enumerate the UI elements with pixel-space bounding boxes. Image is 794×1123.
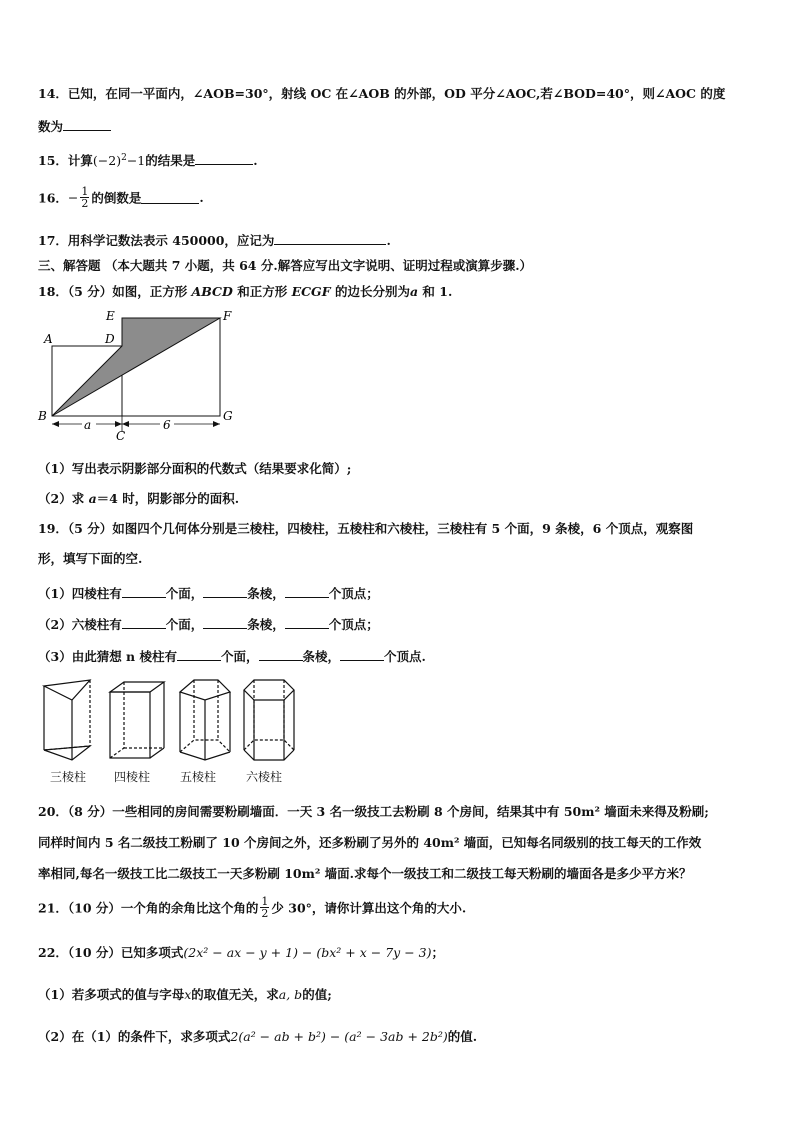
q15-prefix: 15．计算 [38, 153, 93, 168]
q21: 21．（10 分）一个角的余角比这个角的 $\frac{1}{2}$ 少 30°，请你计算出这个角的大小. [38, 895, 467, 920]
triangular-prism [44, 680, 90, 760]
caption-quadrangular-prism: 四棱柱 [114, 770, 151, 784]
label-c: C [116, 429, 126, 443]
q22-polynomial: (2x² − ax − y + 1) − (bx² + x − 7y − 3) [183, 945, 432, 960]
answer-blank[interactable] [259, 648, 303, 661]
q18-sub1: （1）写出表示阴影部分面积的代数式（结果要求化简）; [38, 461, 352, 476]
prism-figures [40, 676, 310, 766]
q16: 16．− $\frac{1}{2}$ 的倒数是 . [38, 185, 204, 210]
q14-line1 [38, 84, 725, 102]
q18-sub2: （2）求 a＝4 时，阴影部分的面积. [38, 491, 240, 506]
q19-sub2: （2）六棱柱有 个面， 条棱， 个顶点； [38, 617, 379, 632]
q20-line2: 同样时间内 5 名二级技工粉刷了 10 个房间之外，还多粉刷了另外的 40m² 墙面，已知每名同级别的技工每天的工作效 [38, 835, 702, 850]
label-g: G [223, 409, 233, 423]
q22-sub1: （1）若多项式的值与字母x的取值无关，求a, b的值; [38, 987, 332, 1002]
label-e: E [106, 309, 115, 323]
shaded-region [52, 318, 220, 416]
answer-blank[interactable] [122, 585, 166, 598]
q14-line2 [38, 117, 111, 135]
answer-blank[interactable] [63, 118, 111, 131]
q22-sub2-polynomial: 2(a² − ab + b²) − (a² − 3ab + 2b²) [230, 1029, 448, 1044]
q22: 22．（10 分）已知多项式(2x² − ax − y + 1) − (bx² + x − 7y − 3)； [38, 945, 444, 960]
dim-b-label: 6 [163, 418, 171, 432]
label-f: F [223, 309, 232, 323]
q18-figure [34, 306, 244, 446]
q20-line3: 率相同,每名一级技工比二级技工一天多粉刷 10m² 墙面.求每个一级技工和二级技工每天粉刷的墙面各是多少平方米？ [38, 866, 692, 881]
quadrangular-prism [110, 682, 164, 758]
q14-text2: 数为 [38, 119, 64, 134]
hexagonal-prism [244, 680, 294, 760]
q16-fraction: $\frac{1}{2}$ [81, 185, 89, 210]
q18: 18．（5 分）如图，正方形 ABCD 和正方形 ECGF 的边长分别为a 和 1. [38, 284, 453, 299]
label-a: A [44, 332, 53, 346]
answer-blank[interactable] [340, 648, 384, 661]
answer-blank[interactable] [122, 616, 166, 629]
label-b: B [38, 409, 47, 423]
answer-blank[interactable] [177, 648, 221, 661]
section-3-heading: 三、解答题 （本大题共 7 小题，共 64 分.解答应写出文字说明、证明过程或演算步骤.） [38, 258, 533, 273]
q20-line1: 20．（8 分）一些相同的房间需要粉刷墙面．一天 3 名一级技工去粉刷 8 个房间，结果其中有 50m² 墙面未来得及粉刷; [38, 804, 709, 819]
q19-sub1: （1）四棱柱有 个面， 条棱， 个顶点； [38, 586, 379, 601]
answer-blank[interactable] [141, 191, 199, 204]
q17: 17．用科学记数法表示 450000，应记为 . [38, 233, 391, 248]
answer-blank[interactable] [274, 232, 386, 245]
q15: 15．计算$(-2)^2-1$的结果是 . [38, 152, 258, 168]
caption-hexagonal-prism: 六棱柱 [246, 770, 283, 784]
q22-sub2: （2）在（1）的条件下，求多项式2(a² − ab + b²) − (a² − 3ab + 2b²)的值. [38, 1029, 478, 1044]
caption-triangular-prism: 三棱柱 [50, 770, 87, 784]
dim-a-label: a [84, 418, 92, 432]
label-d: D [105, 332, 115, 346]
q21-fraction: $\frac{1}{2}$ [261, 895, 269, 920]
q19-line1: 19．（5 分）如图四个几何体分别是三棱柱，四棱柱，五棱柱和六棱柱，三棱柱有 5 个面，9 条棱，6 个顶点，观察图 [38, 521, 694, 536]
q14-text: 14．已知，在同一平面内，∠AOB=30°，射线 OC 在∠AOB 的外部，OD 平分∠AOC,若∠BOD=40°，则∠AOC 的度 [38, 86, 726, 101]
q15-suffix: 的结果是 [145, 153, 196, 168]
answer-blank[interactable] [285, 585, 329, 598]
answer-blank[interactable] [203, 616, 247, 629]
q19-sub3: （3）由此猜想 n 棱柱有 个面， 条棱， 个顶点. [38, 649, 426, 664]
answer-blank[interactable] [285, 616, 329, 629]
q19-line2: 形，填写下面的空. [38, 551, 143, 566]
answer-blank[interactable] [195, 152, 253, 165]
answer-blank[interactable] [203, 585, 247, 598]
q15-expr: $(-2)^2-1$ [92, 152, 146, 168]
caption-pentagonal-prism: 五棱柱 [180, 770, 217, 784]
pentagonal-prism [180, 680, 230, 760]
